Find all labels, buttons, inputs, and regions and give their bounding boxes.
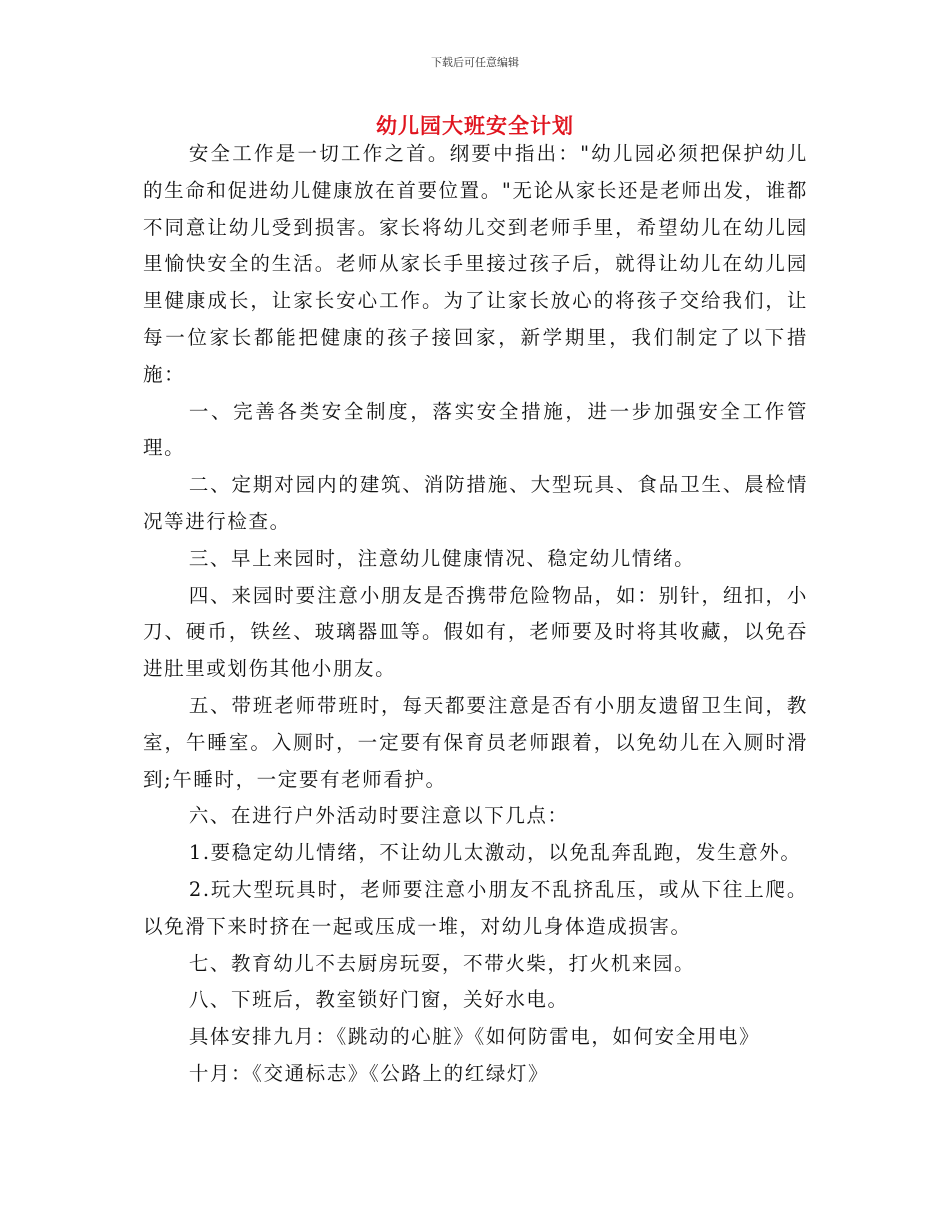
document-body bbox=[143, 136, 808, 1093]
document-title: 幼儿园大班安全计划 bbox=[376, 114, 574, 138]
header-note: 下载后可任意编辑 bbox=[431, 56, 519, 69]
paragraph-schedule-october: 十月：《交通标志》《公路上的红绿灯》 bbox=[188, 1061, 550, 1085]
paragraph-item-4: 四、来园时要注意小朋友是否携带危险物品，如：别针，纽扣，小刀、硬币，铁丝、玻璃器皿等。假如有，老师要及时将其收藏，以免吞进肚里或划伤其他小朋友。 bbox=[143, 583, 808, 681]
paragraph-item-8: 八、下班后，教室锁好门窗，关好水电。 bbox=[188, 988, 569, 1012]
paragraph-item-6: 六、在进行户外活动时要注意以下几点： bbox=[188, 804, 569, 828]
paragraph-schedule-september: 具体安排九月：《跳动的心脏》《如何防雷电，如何安全用电》 bbox=[188, 1025, 761, 1049]
paragraph-item-3: 三、早上来园时，注意幼儿健康情况、稳定幼儿情绪。 bbox=[188, 546, 696, 570]
paragraph-subitem-2: 2.玩大型玩具时，老师要注意小朋友不乱挤乱压，或从下往上爬。以免滑下来时挤在一起或压成一堆，对幼儿身体造成损害。 bbox=[143, 877, 808, 938]
paragraph-item-7: 七、教育幼儿不去厨房玩耍，不带火柴，打火机来园。 bbox=[188, 951, 696, 975]
paragraph-item-2: 二、定期对园内的建筑、消防措施、大型玩具、食品卫生、晨检情况等进行检查。 bbox=[143, 473, 808, 533]
paragraph-subitem-1: 1.要稳定幼儿情绪，不让幼儿太激动，以免乱奔乱跑，发生意外。 bbox=[188, 841, 802, 865]
paragraph-intro: 安全工作是一切工作之首。纲要中指出："幼儿园必须把保护幼儿的生命和促进幼儿健康放在首要位置。"无论从家长还是老师出发，谁都不同意让幼儿受到损害。家长将幼儿交到老师手里，希望幼儿在幼儿园里愉快安全的生活。老师从家长手里接过孩子后，就得让幼儿在幼儿园里健康成长，让家长安心工作。为了让家长放心的将孩子交给我们，让每一位家长都能把健康的孩子接回家，新学期里，我们制定了以下措施： bbox=[143, 142, 808, 386]
paragraph-item-1: 一、完善各类安全制度，落实安全措施，进一步加强安全工作管理。 bbox=[143, 399, 808, 460]
paragraph-item-5: 五、带班老师带班时，每天都要注意是否有小朋友遗留卫生间，教室，午睡室。入厕时，一定要有保育员老师跟着，以免幼儿在入厕时滑到;午睡时，一定要有老师看护。 bbox=[143, 693, 808, 791]
